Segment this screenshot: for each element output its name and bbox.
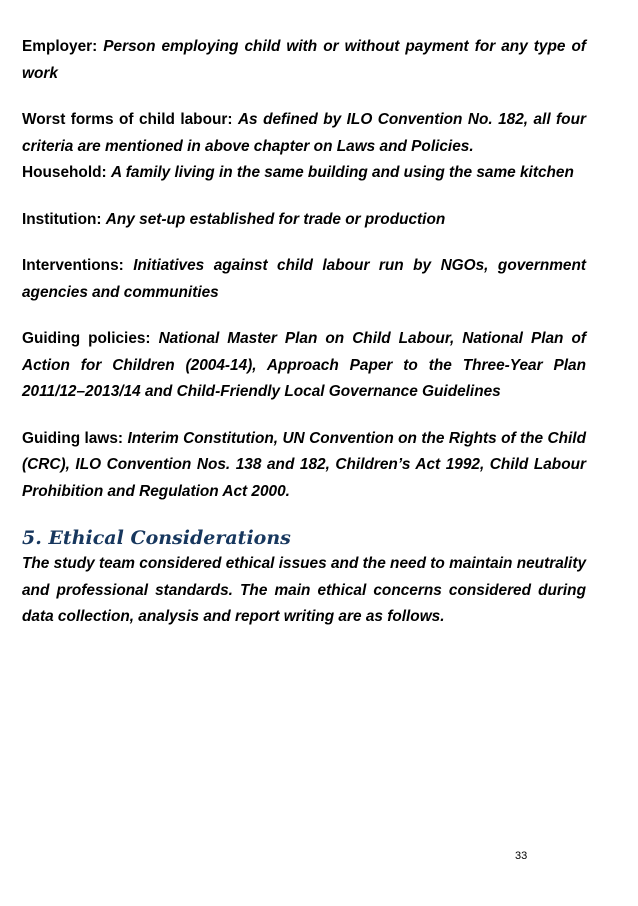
section-body: The study team considered ethical issues and the need to maintain neutrality and professional standards. The main ethical concerns considered during data collection, analysis and report writing are as follows. xyxy=(22,555,586,625)
definition-term: Interventions: xyxy=(22,257,124,274)
definition-term: Guiding laws: xyxy=(22,429,124,447)
definition-institution xyxy=(22,207,586,234)
definition-text: Interim Constitution, UN Convention on the Rights of the Child (CRC), ILO Convention Nos. 138 and 182, Children’s Act 1992, Child Labour Prohibition and Regulation Act 2000. xyxy=(22,429,586,500)
definition-interventions xyxy=(22,253,586,306)
document-page xyxy=(22,34,586,631)
definition-text: Any set-up established for trade or production xyxy=(105,210,446,228)
definition-guiding-policies xyxy=(22,326,586,406)
definition-employer xyxy=(22,34,586,87)
section-heading: 5. Ethical Considerations xyxy=(22,527,291,549)
definition-term: Guiding policies: xyxy=(22,330,151,347)
definition-term: Household: xyxy=(22,164,107,181)
definition-guiding-laws xyxy=(22,426,586,506)
definition-text: Person employing child with or without payment for any type of work xyxy=(22,38,586,82)
definition-household xyxy=(22,160,586,187)
definition-text: Initiatives against child labour run by NGOs, government agencies and communities xyxy=(22,257,586,301)
definition-term: Employer: xyxy=(22,38,98,55)
definition-term: Institution: xyxy=(22,210,102,228)
definition-text: National Master Plan on Child Labour, National Plan of Action for Children (2004-14), Approach Paper to the Three-Year Plan 2011/12–2013/14 and Child-Friendly Local Governance Guidelines xyxy=(22,330,586,400)
definition-term: Worst forms of child labour: xyxy=(22,111,233,128)
definition-worst-forms xyxy=(22,107,586,160)
page-number: 33 xyxy=(515,850,528,862)
definition-text: A family living in the same building and using the same kitchen xyxy=(110,164,574,181)
definition-text: As defined by ILO Convention No. 182, all four criteria are mentioned in above chapter on Laws and Policies. xyxy=(22,111,586,155)
